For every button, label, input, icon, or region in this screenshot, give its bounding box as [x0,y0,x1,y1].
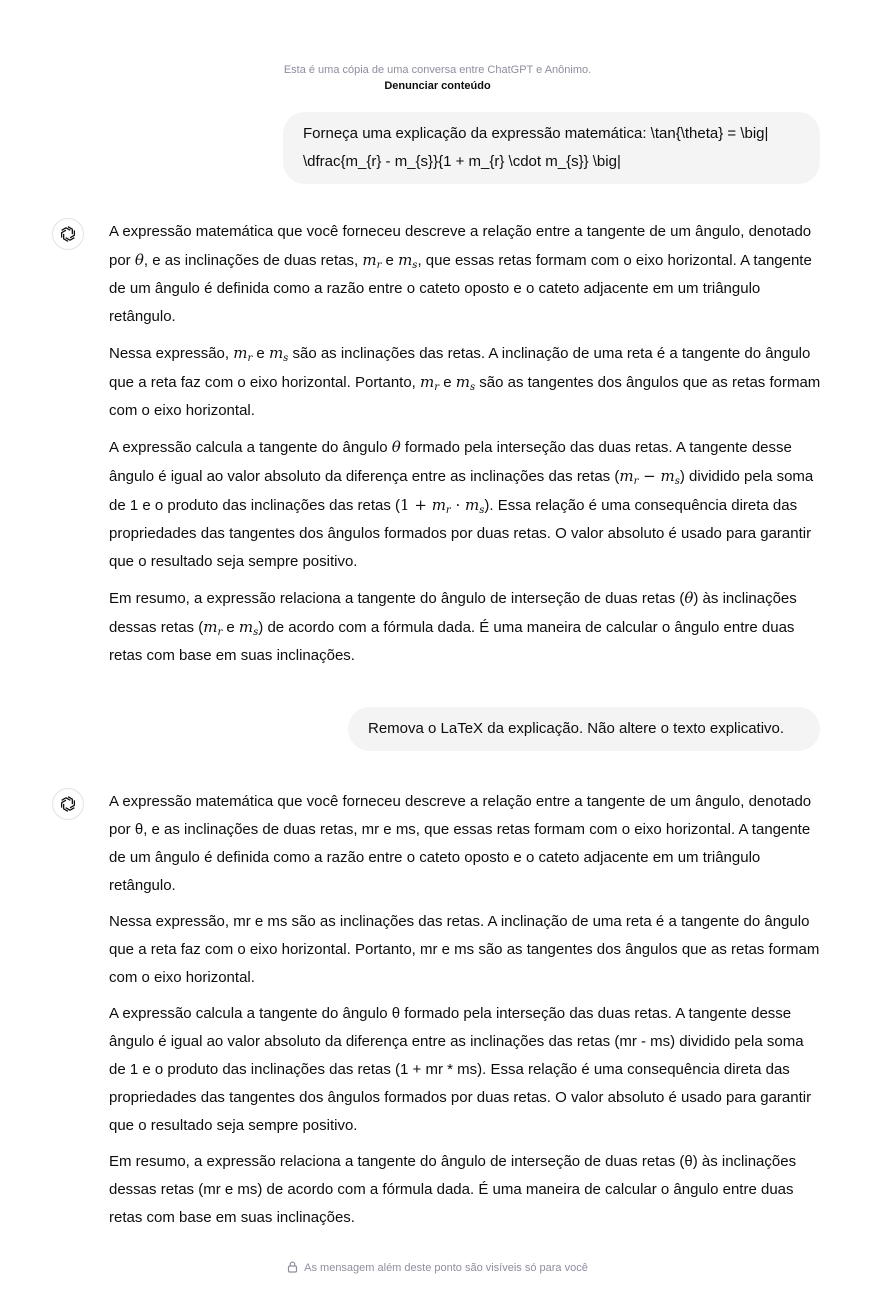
shared-conversation-header [0,63,875,94]
user-message-1 [283,112,820,184]
math-theta: θ [391,438,401,456]
math-mr-minus-ms: $m_r - m_s$ [619,467,680,487]
math-m-s: $m_s$ [238,618,259,638]
paragraph-3: A expressão calcula a tangente do ângulo θ formado pela interseção das duas retas. A tangente desse ângulo é igual ao valor absoluto da diferença entre as inclinações das retas $(m_r - m_s)$ dividido pela soma de 1 e o produto das inclinações das retas $(1 + m_r \cdot m_s)$. Essa relação é uma consequência direta das propriedades das tangentes dos ângulos formados por duas retas. O valor absoluto é usado para garantir que o resultado seja sempre positivo. [109,438,814,570]
chatgpt-logo-icon [52,218,84,250]
math-theta: θ [134,251,144,269]
assistant-message-2-content [109,788,822,1240]
paragraph-1: A expressão matemática que você forneceu descreve a relação entre a tangente de um ângulo, denotado por θ, e as inclinações de duas retas, mr e ms, que essas retas formam com o eixo horizontal. A tangente de um ângulo é definida como a razão entre o cateto oposto e o cateto adjacente em um triângulo retângulo. [109,793,812,894]
paragraph-2: Nessa expressão, mr e ms são as inclinações das retas. A inclinação de uma reta é a tangente do ângulo que a reta faz com o eixo horizontal. Portanto, mr e ms são as tangentes dos ângulos que as retas formam com o eixo horizontal. [109,913,820,986]
user-message-1-line-2: \dfrac{m_{r} - m_{s}}{1 + m_{r} \cdot m_{s}} \big| [303,153,621,170]
math-m-s: $m_s$ [268,344,289,364]
paragraph-4: Em resumo, a expressão relaciona a tangente do ângulo de interseção de duas retas (θ) às inclinações dessas retas ($m_r$ e $m_s$) de acordo com a fórmula dada. É uma maneira de calcular o ângulo entre duas retas com base em suas inclinações. [109,589,797,664]
private-messages-notice [0,1260,875,1278]
user-message-1-line-1: Forneça uma explicação da expressão matemática: \tan{\theta} = \big| [303,125,769,142]
private-messages-text: As mensagem além deste ponto são visíveis só para você [304,1262,588,1274]
math-one-plus-product: $1 + m_r \cdot m_s$ [400,496,485,516]
math-m-r: $m_r$ [362,251,382,271]
user-message-2-text: Remova o LaTeX da explicação. Não altere o texto explicativo. [368,720,785,737]
paragraph-3: A expressão calcula a tangente do ângulo θ formado pela interseção das duas retas. A tangente desse ângulo é igual ao valor absoluto da diferença entre as inclinações das retas (mr - ms) dividido pela soma de 1 e o produto das inclinações das retas (1 + mr * ms). Essa relação é uma consequência direta das propriedades das tangentes dos ângulos formados por duas retas. O valor absoluto é usado para garantir que o resultado seja sempre positivo. [109,1005,812,1134]
math-m-s: $m_s$ [398,251,418,271]
shared-copy-notice: Esta é uma cópia de uma conversa entre ChatGPT e Anônimo. [283,64,592,76]
paragraph-4: Em resumo, a expressão relaciona a tangente do ângulo de interseção de duas retas (θ) às inclinações dessas retas (mr e ms) de acordo com a fórmula dada. É uma maneira de calcular o ângulo entre duas retas com base em suas inclinações. [109,1153,797,1226]
paragraph-2: Nessa expressão, $m_r$ e $m_s$ são as inclinações das retas. A inclinação de uma reta é a tangente do ângulo que a reta faz com o eixo horizontal. Portanto, $m_r$ e $m_s$ são as tangentes dos ângulos que as retas formam com o eixo horizontal. [109,344,821,419]
math-m-r: $m_r$ [233,344,253,364]
report-content-link[interactable]: Denunciar conteúdo [384,80,491,92]
math-m-r: $m_r$ [203,618,223,638]
lock-icon [287,1261,298,1278]
math-m-r: $m_r$ [420,373,440,393]
math-theta: θ [684,589,694,607]
assistant-message-1-content [109,218,822,678]
paragraph-1: A expressão matemática que você forneceu descreve a relação entre a tangente de um ângulo, denotado por θ, e as inclinações de duas retas, $m_r$ e $m_s$, que essas retas formam com o eixo horizontal. A tangente de um ângulo é definida como a razão entre o cateto oposto e o cateto adjacente em um triângulo retângulo. [109,223,812,325]
user-message-2 [348,707,820,751]
chatgpt-logo-icon [52,788,84,820]
math-m-s: $m_s$ [455,373,476,393]
